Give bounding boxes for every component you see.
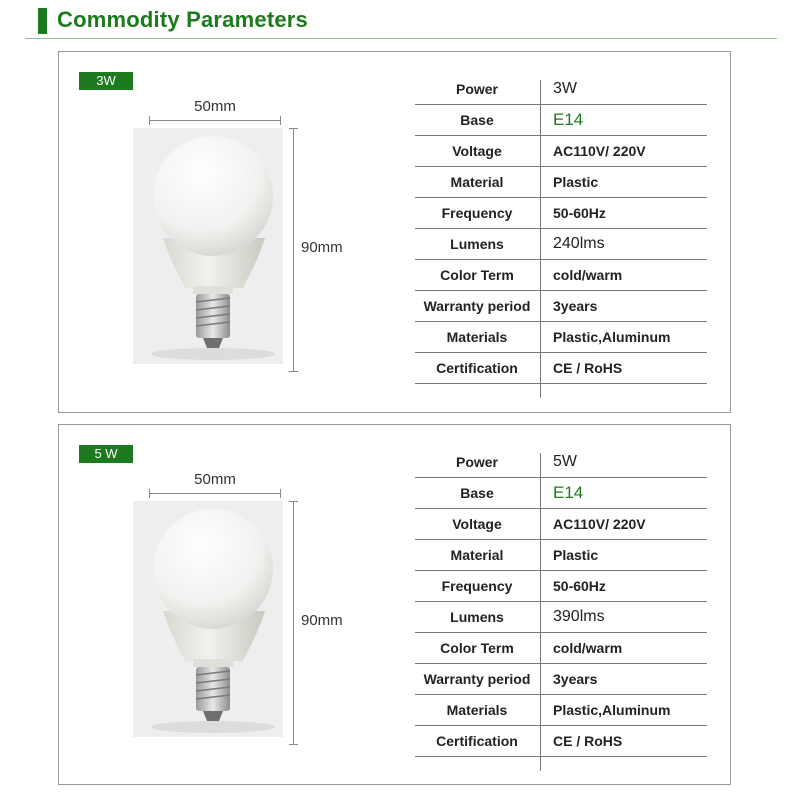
spec-value: E14	[553, 110, 584, 129]
height-dimension	[289, 501, 359, 745]
spec-value: Plastic,Aluminum	[553, 702, 671, 718]
spec-value: 3W	[553, 80, 577, 97]
width-tick-right	[280, 489, 281, 498]
spec-key: Certification	[436, 360, 518, 376]
width-tick-left	[149, 116, 150, 125]
table-row	[415, 664, 707, 695]
table-row	[415, 695, 707, 726]
height-tick-bottom	[289, 744, 298, 745]
spec-key: Material	[450, 547, 504, 563]
spec-key: Power	[455, 454, 498, 470]
table-row	[415, 105, 707, 136]
page-title: Commodity Parameters	[57, 7, 308, 32]
table-row	[415, 198, 707, 229]
spec-key: Materials	[446, 702, 508, 718]
table-row	[415, 478, 707, 509]
spec-key: Lumens	[450, 609, 504, 625]
table-row	[415, 447, 707, 478]
table-row	[415, 260, 707, 291]
height-line	[293, 501, 294, 745]
spec-value: 50-60Hz	[553, 578, 606, 594]
spec-value: AC110V/ 220V	[553, 516, 646, 532]
spec-value: Plastic	[553, 547, 599, 563]
spec-key: Materials	[446, 329, 508, 345]
product-panel-3w	[58, 51, 731, 413]
height-tick-bottom	[289, 371, 298, 372]
spec-key: Lumens	[450, 236, 504, 252]
width-tick-left	[149, 489, 150, 498]
table-row	[415, 540, 707, 571]
width-line	[149, 120, 281, 121]
spec-key: Frequency	[441, 578, 513, 594]
spec-key: Warranty period	[423, 671, 531, 687]
spec-key: Warranty period	[423, 298, 531, 314]
spec-value: cold/warm	[553, 267, 623, 283]
spec-value: cold/warm	[553, 640, 623, 656]
spec-value: 240lms	[553, 235, 605, 252]
spec-value: 3years	[553, 298, 598, 314]
spec-table	[415, 74, 707, 384]
spec-value: AC110V/ 220V	[553, 143, 646, 159]
spec-key: Voltage	[452, 516, 502, 532]
spec-key: Voltage	[452, 143, 502, 159]
spec-key: Base	[460, 112, 494, 128]
spec-key: Material	[450, 174, 504, 190]
height-line	[293, 128, 294, 372]
width-dimension	[149, 94, 281, 124]
spec-key: Color Term	[440, 267, 514, 283]
wattage-badge: 3W	[79, 72, 133, 90]
spec-key: Color Term	[440, 640, 514, 656]
table-row	[415, 167, 707, 198]
spec-value: Plastic	[553, 174, 599, 190]
width-line	[149, 493, 281, 494]
table-row	[415, 291, 707, 322]
wattage-badge: 5 W	[79, 445, 133, 463]
height-label: 90mm	[301, 612, 343, 629]
spec-key: Certification	[436, 733, 518, 749]
table-row	[415, 602, 707, 633]
table-row	[415, 353, 707, 384]
spec-value: 3years	[553, 671, 598, 687]
height-tick-top	[289, 501, 298, 502]
height-tick-top	[289, 128, 298, 129]
width-label: 50mm	[194, 98, 236, 115]
spec-key: Base	[460, 485, 494, 501]
green-bar-icon	[38, 8, 47, 34]
spec-key: Frequency	[441, 205, 513, 221]
height-label: 90mm	[301, 239, 343, 256]
spec-value: 5W	[553, 453, 577, 470]
width-label: 50mm	[194, 471, 236, 488]
product-panel-5w	[58, 424, 731, 785]
table-row	[415, 633, 707, 664]
spec-key: Power	[455, 81, 498, 97]
led-bulb-icon	[133, 128, 283, 364]
spec-value: 390lms	[553, 608, 605, 625]
table-row	[415, 322, 707, 353]
spec-table	[415, 447, 707, 757]
spec-value: 50-60Hz	[553, 205, 606, 221]
spec-value: Plastic,Aluminum	[553, 329, 671, 345]
table-row	[415, 509, 707, 540]
spec-value: CE / RoHS	[553, 360, 623, 376]
section-header	[0, 0, 800, 42]
spec-value: CE / RoHS	[553, 733, 623, 749]
table-row	[415, 229, 707, 260]
width-tick-right	[280, 116, 281, 125]
led-bulb-icon	[133, 501, 283, 737]
spec-value: E14	[553, 483, 584, 502]
height-dimension	[289, 128, 359, 372]
header-divider	[25, 38, 777, 39]
table-row	[415, 571, 707, 602]
table-row	[415, 74, 707, 105]
width-dimension	[149, 467, 281, 497]
table-row	[415, 136, 707, 167]
table-row	[415, 726, 707, 757]
